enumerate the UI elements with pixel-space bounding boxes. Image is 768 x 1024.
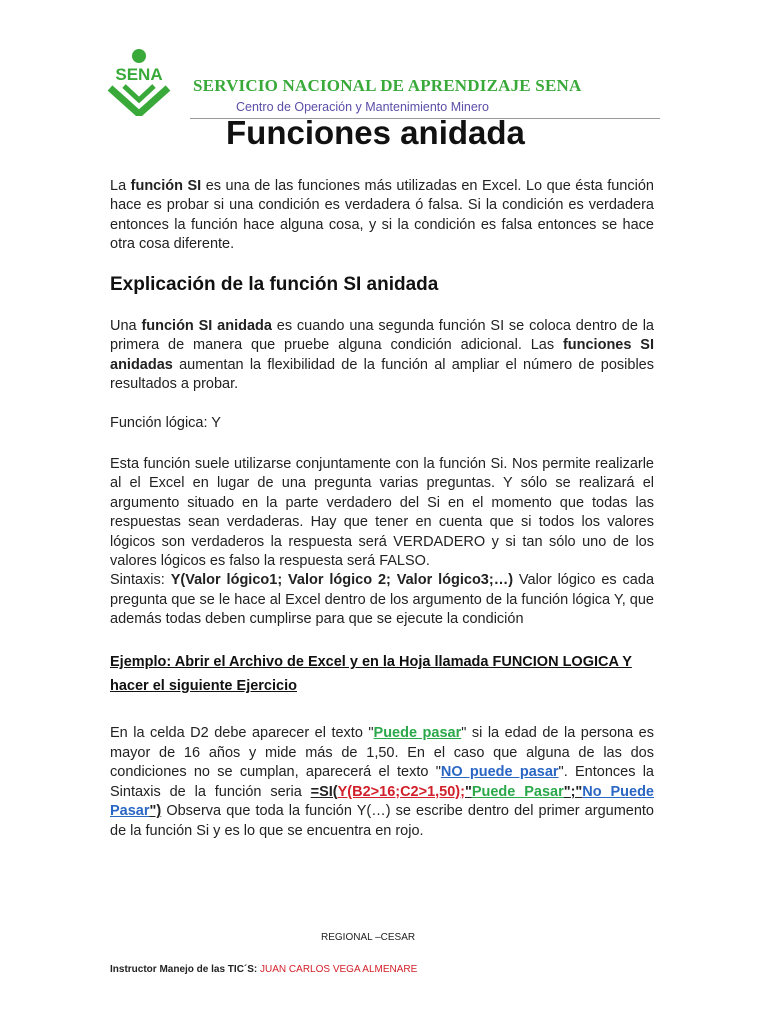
example-heading: Ejemplo: Abrir el Archivo de Excel y en la Hoja llamada FUNCION LOGICA Y hacer el siguiente Ejercicio [110, 654, 632, 694]
logic-function-label: Función lógica: Y [110, 415, 221, 431]
formula-separator: ";" [563, 783, 583, 800]
org-name: SERVICIO NACIONAL DE APRENDIZAJE SENA [193, 76, 582, 95]
formula-true-value: Puede Pasar [471, 783, 564, 800]
nested-term-2: funciones SI anidadas [110, 337, 654, 373]
instructor-label: Instructor Manejo de las TIC´S: [110, 964, 261, 975]
nested-text-e: aumentan la flexibilidad de la función al ampliar el número de posibles resultados a probar. [110, 356, 654, 393]
logic-function-paragraph [110, 455, 654, 630]
section-heading: Explicación de la función SI anidada [110, 274, 439, 295]
example-text-2: " si la edad de la persona es mayor de 16 años y mide más de 1,50. En el caso que alguna de las dos condiciones no se cumplan, aparecerá el texto " [110, 725, 654, 781]
nested-term-1: función SI anidada [141, 318, 272, 334]
formula-false-value: No Puede Pasar [110, 783, 654, 820]
intro-paragraph [110, 177, 654, 255]
intro-text-c: es una de las funciones más utilizadas en Excel. Lo que ésta función hace es probar si una condición es verdadera ó falsa. Si la condición es verdadera entonces la función hace alguna cosa, y si la condición es falsa entonces se hace otra cosa diferente. [110, 178, 654, 253]
example-text-1: En la celda D2 debe aparecer el texto " [110, 725, 374, 741]
logic-body: Esta función suele utilizarse conjuntamente con la función Si. Nos permite realizarle al el Excel en lugar de una pregunta varias preguntas. Y sólo se realizará el argumento situado en la parte verdadero del Si en el momento que todas las respuestas sean verdaderas. Hay que tener en cuenta que si todos los valores lógicos son verdaderos la respuesta será VERDADERO y si tan sólo uno de los valores lógicos es falso la respuesta será FALSO. [110, 456, 654, 570]
intro-term: función SI [130, 178, 202, 194]
intro-text-a: La [110, 178, 131, 194]
footer-regional: REGIONAL –CESAR [321, 932, 416, 943]
formula-y-argument: Y(B2>16;C2>1,50); [337, 783, 465, 800]
example-text-4: Observa que toda la función Y(…) se escribe dentro del primer argumento de la función Si y es lo que se encuentra en rojo. [110, 803, 654, 839]
page-title: Funciones anidada [226, 114, 525, 151]
formula-start: =SI( [310, 783, 338, 800]
syntax-description: Valor lógico es cada pregunta que se le hace al Excel dentro de los argumento de la función lógica Y, que además todas deben cumplirse para que se ejecute la condición [110, 572, 655, 628]
nested-text-c: es cuando una segunda función SI se coloca dentro de la primera de manera que pruebe alguna condición adicional. Las [110, 318, 654, 354]
nested-text-a: Una [110, 318, 142, 334]
org-subtitle: Centro de Operación y Mantenimiento Minero [236, 100, 489, 114]
formula-quote-1: " [464, 783, 472, 800]
instructor-name: JUAN CARLOS VEGA ALMENARE [260, 964, 418, 975]
puede-pasar-text: Puede pasar [373, 725, 462, 741]
example-paragraph [110, 724, 654, 842]
syntax-formula: Y(Valor lógico1; Valor lógico 2; Valor lógico3;…) [170, 572, 514, 589]
sena-logo-icon [106, 48, 172, 116]
nested-si-paragraph [110, 317, 654, 395]
example-text-3: ". Entonces la Sintaxis de la función seria [110, 764, 654, 800]
formula-end: ") [149, 803, 162, 820]
logo-text: SENA [115, 65, 163, 84]
no-puede-pasar-text: NO puede pasar [440, 764, 559, 781]
footer-instructor [110, 964, 417, 975]
syntax-label: Sintaxis: [110, 572, 171, 589]
